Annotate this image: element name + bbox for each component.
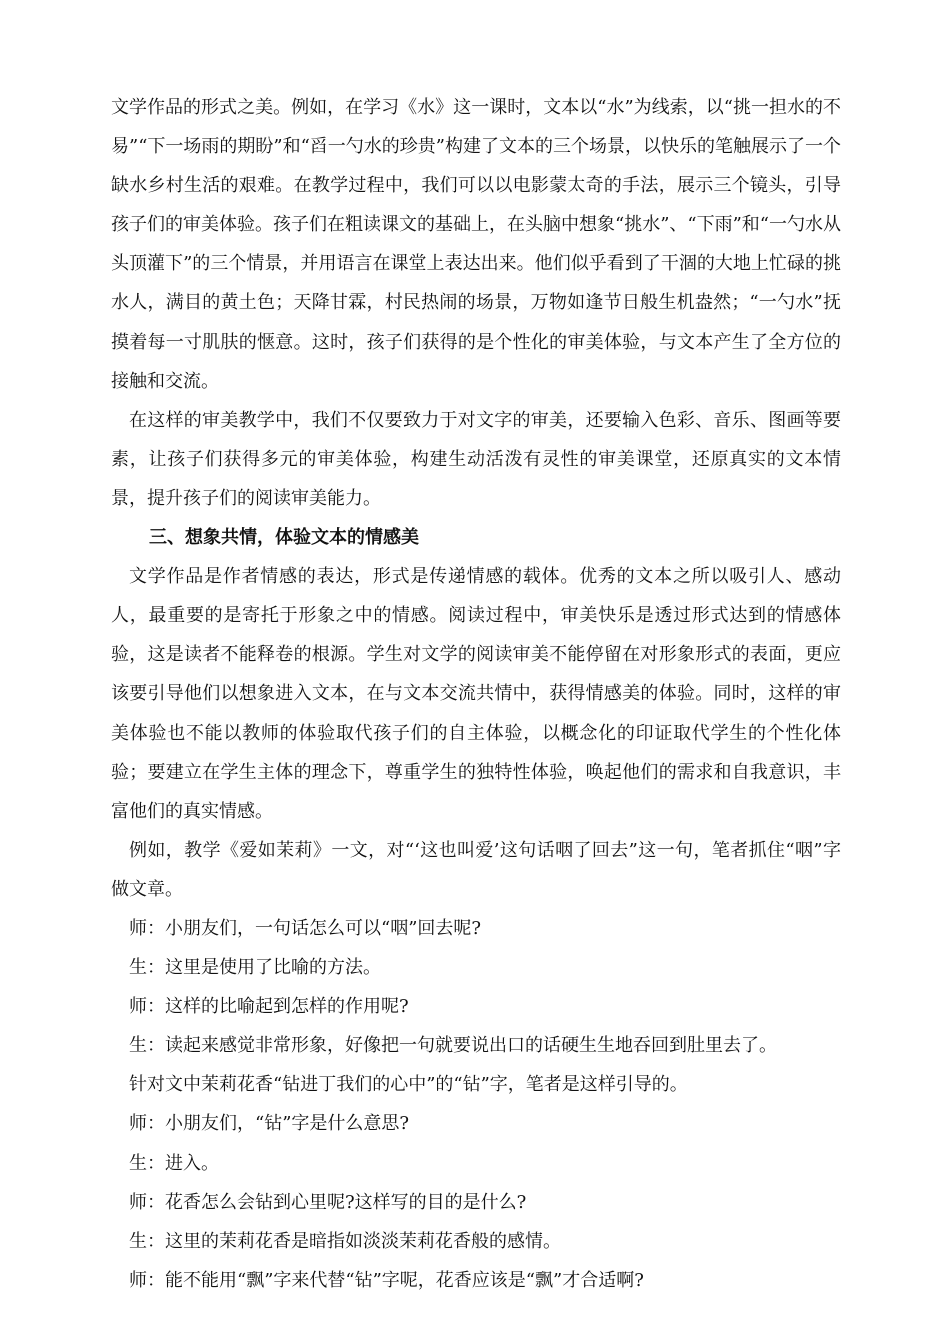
- dialog-line-teacher: 师：花香怎么会钻到心里呢?这样写的目的是什么?: [129, 1191, 527, 1213]
- document-body: [111, 88, 841, 1300]
- dialog-line-student: 生：进入。: [129, 1152, 219, 1174]
- dialog-line-teacher: 师：小朋友们，“钻”字是什么意思?: [129, 1113, 410, 1135]
- paragraph: 在这样的审美教学中，我们不仅要致力于对文字的审美，还要输入色彩、音乐、图画等要素，让孩子们获得多元的审美体验，构建生动活泼有灵性的审美课堂，还原真实的文本情景，提升孩子们的阅读审美能力。: [111, 409, 841, 509]
- paragraph: 文学作品是作者情感的表达，形式是传递情感的载体。优秀的文本之所以吸引人、感动人，最重要的是寄托于形象之中的情感。阅读过程中，审美快乐是透过形式达到的情感体验，这是读者不能释卷的根源。学生对文学的阅读审美不能停留在对形象形式的表面，更应该要引导他们以想象进入文本，在与文本交流共情中，获得情感美的体验。同时，这样的审美体验也不能以教师的体验取代孩子们的自主体验，以概念化的印证取代学生的个性化体验；要建立在学生主体的理念下，尊重学生的独特性体验，唤起他们的需求和自我意识，丰富他们的真实情感。: [111, 566, 841, 822]
- dialog-line-student: 生：这里是使用了比喻的方法。: [129, 957, 381, 979]
- narration-line: 针对文中茉莉花香“钻进丁我们的心中”的“钻”字，笔者是这样引导的。: [129, 1074, 688, 1096]
- section-heading: 三、想象共情，体验文本的情感美: [149, 527, 419, 549]
- dialog-line-student: 生：读起来感觉非常形象，好像把一句就要说出口的话硬生生地吞回到肚里去了。: [129, 1035, 777, 1057]
- dialog-line-teacher: 师：能不能用“飘”字来代替“钻”字呢，花香应该是“飘”才合适啊?: [129, 1269, 644, 1291]
- paragraph: 例如，教学《爱如茉莉》一文，对“‘这也叫爱’这句话咽了回去”这一句，笔者抓住“咽”字做文章。: [111, 839, 841, 900]
- dialog-line-teacher: 师：小朋友们，一句话怎么可以“咽”回去呢?: [129, 917, 482, 939]
- dialog-line-teacher: 师：这样的比喻起到怎样的作用呢?: [129, 996, 409, 1018]
- dialog-line-student: 生：这里的茉莉花香是暗指如淡淡茉莉花香般的感情。: [129, 1230, 561, 1252]
- paragraph-continued: 文学作品的形式之美。例如，在学习《水》这一课时，文本以“水”为线索，以“挑一担水的不易”“下一场雨的期盼”和“舀一勺水的珍贵”构建了文本的三个场景，以快乐的笔触展示了一个缺水乡村生活的艰难。在教学过程中，我们可以以电影蒙太奇的手法，展示三个镜头，引导孩子们的审美体验。孩子们在粗读课文的基础上，在头脑中想象“挑水”、“下雨”和“一勺水从头顶灌下”的三个情景，并用语言在课堂上表达出来。他们似乎看到了干涸的大地上忙碌的挑水人，满目的黄土色；天降甘霖，村民热闹的场景，万物如逢节日般生机盎然；“一勺水”抚摸着每一寸肌肤的惬意。这时，孩子们获得的是个性化的审美体验，与文本产生了全方位的接触和交流。: [111, 97, 842, 392]
